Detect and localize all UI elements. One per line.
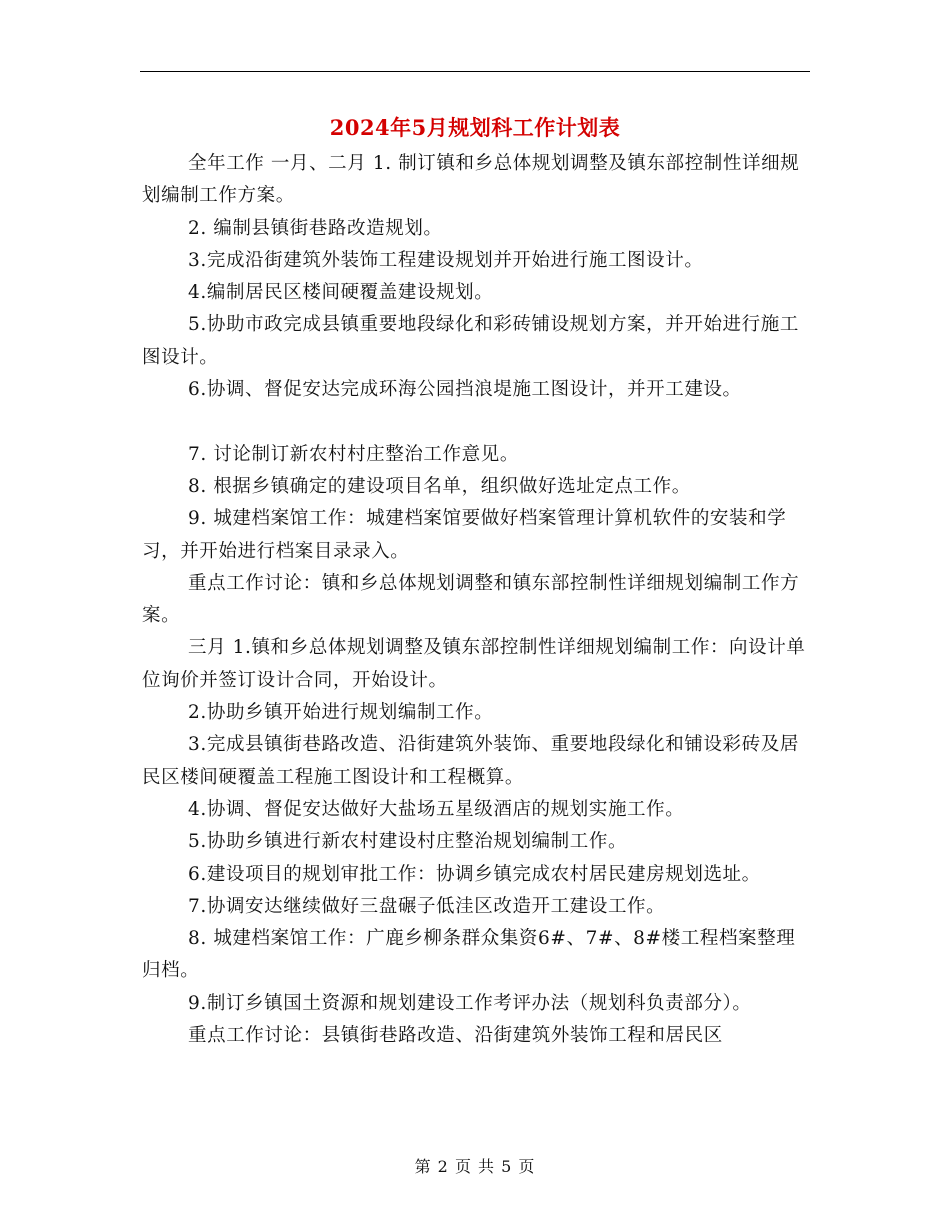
paragraph: 重点工作讨论：镇和乡总体规划调整和镇东部控制性详细规划编制工作方案。 bbox=[142, 572, 800, 627]
paragraph: 三月 1.镇和乡总体规划调整及镇东部控制性详细规划编制工作：向设计单位询价并签订设计合同，开始设计。 bbox=[142, 637, 806, 691]
paragraph: 2. 编制县镇街巷路改造规划。 bbox=[188, 217, 443, 239]
page-number: 第 2 页 共 5 页 bbox=[414, 1157, 536, 1176]
paragraph: 7.协调安达继续做好三盘碾子低洼区改造开工建设工作。 bbox=[188, 895, 666, 917]
paragraph: 9.制订乡镇国土资源和规划建设工作考评办法（规划科负责部分）。 bbox=[188, 992, 752, 1014]
paragraph: 重点工作讨论：县镇街巷路改造、沿街建筑外装饰工程和居民区 bbox=[188, 1025, 723, 1047]
page-title: 2024年5月规划科工作计划表 bbox=[329, 115, 621, 140]
document-body bbox=[142, 148, 806, 1052]
paragraph: 5.协助乡镇进行新农村建设村庄整治规划编制工作。 bbox=[188, 831, 628, 853]
paragraph: 4.编制居民区楼间硬覆盖建设规划。 bbox=[188, 282, 494, 304]
paragraph: 4.协调、督促安达做好大盐场五星级酒店的规划实施工作。 bbox=[188, 798, 685, 820]
paragraph: 9. 城建档案馆工作：城建档案馆要做好档案管理计算机软件的安装和学习，并开始进行档案目录录入。 bbox=[142, 508, 787, 562]
paragraph: 3.完成沿街建筑外装饰工程建设规划并开始进行施工图设计。 bbox=[188, 249, 704, 271]
paragraph: 全年工作 一月、二月 1. 制订镇和乡总体规划调整及镇东部控制性详细规划编制工作方案。 bbox=[142, 153, 800, 207]
paragraph: 3.完成县镇街巷路改造、沿街建筑外装饰、重要地段绿化和铺设彩砖及居民区楼间硬覆盖工程施工图设计和工程概算。 bbox=[142, 734, 799, 788]
paragraph: 2.协助乡镇开始进行规划编制工作。 bbox=[188, 702, 494, 724]
paragraph: 7. 讨论制订新农村村庄整治工作意见。 bbox=[188, 443, 519, 465]
blank-line bbox=[142, 406, 806, 438]
paragraph: 6.建设项目的规划审批工作：协调乡镇完成农村居民建房规划选址。 bbox=[188, 863, 761, 885]
paragraph: 5.协助市政完成县镇重要地段绿化和彩砖铺设规划方案，并开始进行施工图设计。 bbox=[142, 314, 799, 368]
paragraph: 8. 城建档案馆工作：广鹿乡柳条群众集资6#、7#、8#楼工程档案整理归档。 bbox=[142, 928, 796, 982]
paragraph: 8. 根据乡镇确定的建设项目名单，组织做好选址定点工作。 bbox=[188, 475, 691, 497]
header-rule bbox=[140, 71, 810, 72]
paragraph: 6.协调、督促安达完成环海公园挡浪堤施工图设计，并开工建设。 bbox=[188, 379, 742, 401]
